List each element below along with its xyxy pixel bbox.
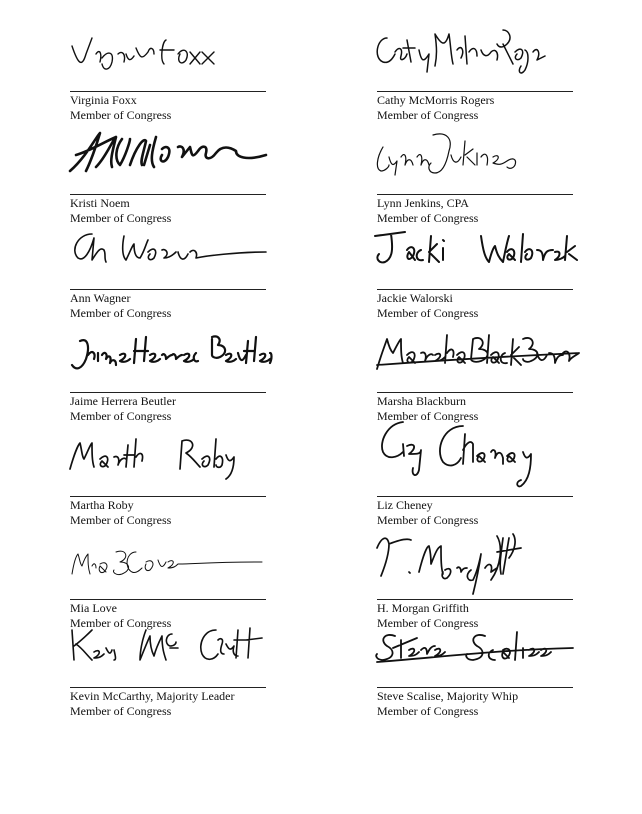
handwritten-signature-love <box>66 532 276 592</box>
signature-line <box>377 496 573 497</box>
signer-name: Cathy McMorris Rogers <box>377 93 495 107</box>
signature-line <box>377 91 573 92</box>
signature-line <box>70 687 266 688</box>
signer-title: Member of Congress <box>70 513 172 527</box>
signature-line <box>377 687 573 688</box>
signature-block-walorski <box>377 270 573 320</box>
signer-name: Martha Roby <box>70 498 134 512</box>
handwritten-signature-scalise <box>373 620 583 680</box>
handwritten-signature-herrera-beutler <box>66 325 276 385</box>
signature-line <box>377 599 573 600</box>
signer-title: Member of Congress <box>70 108 172 122</box>
handwritten-signature-foxx <box>66 24 276 84</box>
signature-block-jenkins <box>377 175 573 225</box>
signer-name: Kevin McCarthy, Majority Leader <box>70 689 235 703</box>
handwritten-signature-noem <box>66 127 276 187</box>
signature-line <box>70 599 266 600</box>
signature-line <box>70 194 266 195</box>
signature-block-mccarthy <box>70 668 266 718</box>
signer-title: Member of Congress <box>70 704 172 718</box>
handwritten-signature-wagner <box>66 222 276 282</box>
signature-block-scalise <box>377 668 573 718</box>
handwritten-signature-jenkins <box>373 127 583 187</box>
signature-block-herrera-beutler <box>70 373 266 423</box>
signer-title: Member of Congress <box>70 616 172 630</box>
signer-title: Member of Congress <box>377 409 479 423</box>
signer-name: Ann Wagner <box>70 291 131 305</box>
handwritten-signature-roby <box>66 429 276 489</box>
signer-name: Mia Love <box>70 601 117 615</box>
signer-title: Member of Congress <box>377 513 479 527</box>
signer-name: Kristi Noem <box>70 196 130 210</box>
signer-name: H. Morgan Griffith <box>377 601 469 615</box>
handwritten-signature-griffith <box>373 516 583 600</box>
signature-block-mcmorris-rodgers <box>377 72 573 122</box>
signature-line <box>70 392 266 393</box>
signer-name: Virginia Foxx <box>70 93 137 107</box>
handwritten-signature-mccarthy <box>66 620 276 680</box>
handwritten-signature-blackburn <box>373 325 583 385</box>
signature-block-foxx <box>70 72 266 122</box>
signer-title: Member of Congress <box>377 704 479 718</box>
handwritten-signature-mcmorris-rodgers <box>373 24 583 84</box>
signer-name: Marsha Blackburn <box>377 394 466 408</box>
signature-block-wagner <box>70 270 266 320</box>
signer-name: Liz Cheney <box>377 498 433 512</box>
signer-title: Member of Congress <box>70 306 172 320</box>
signature-line <box>377 392 573 393</box>
signature-line <box>70 289 266 290</box>
signer-name: Steve Scalise, Majority Whip <box>377 689 519 703</box>
handwritten-signature-walorski <box>373 222 583 282</box>
signer-title: Member of Congress <box>377 108 479 122</box>
signature-block-noem <box>70 175 266 225</box>
signature-block-roby <box>70 477 266 527</box>
signer-title: Member of Congress <box>377 616 479 630</box>
signature-line <box>70 91 266 92</box>
signer-name: Jaime Herrera Beutler <box>70 394 176 408</box>
signer-title: Member of Congress <box>70 211 172 225</box>
signer-title: Member of Congress <box>70 409 172 423</box>
signer-title: Member of Congress <box>377 211 479 225</box>
signature-line <box>70 496 266 497</box>
signature-line <box>377 194 573 195</box>
signer-name: Lynn Jenkins, CPA <box>377 196 469 210</box>
signer-name: Jackie Walorski <box>377 291 453 305</box>
handwritten-signature-cheney <box>373 401 583 491</box>
signer-title: Member of Congress <box>377 306 479 320</box>
signature-line <box>377 289 573 290</box>
